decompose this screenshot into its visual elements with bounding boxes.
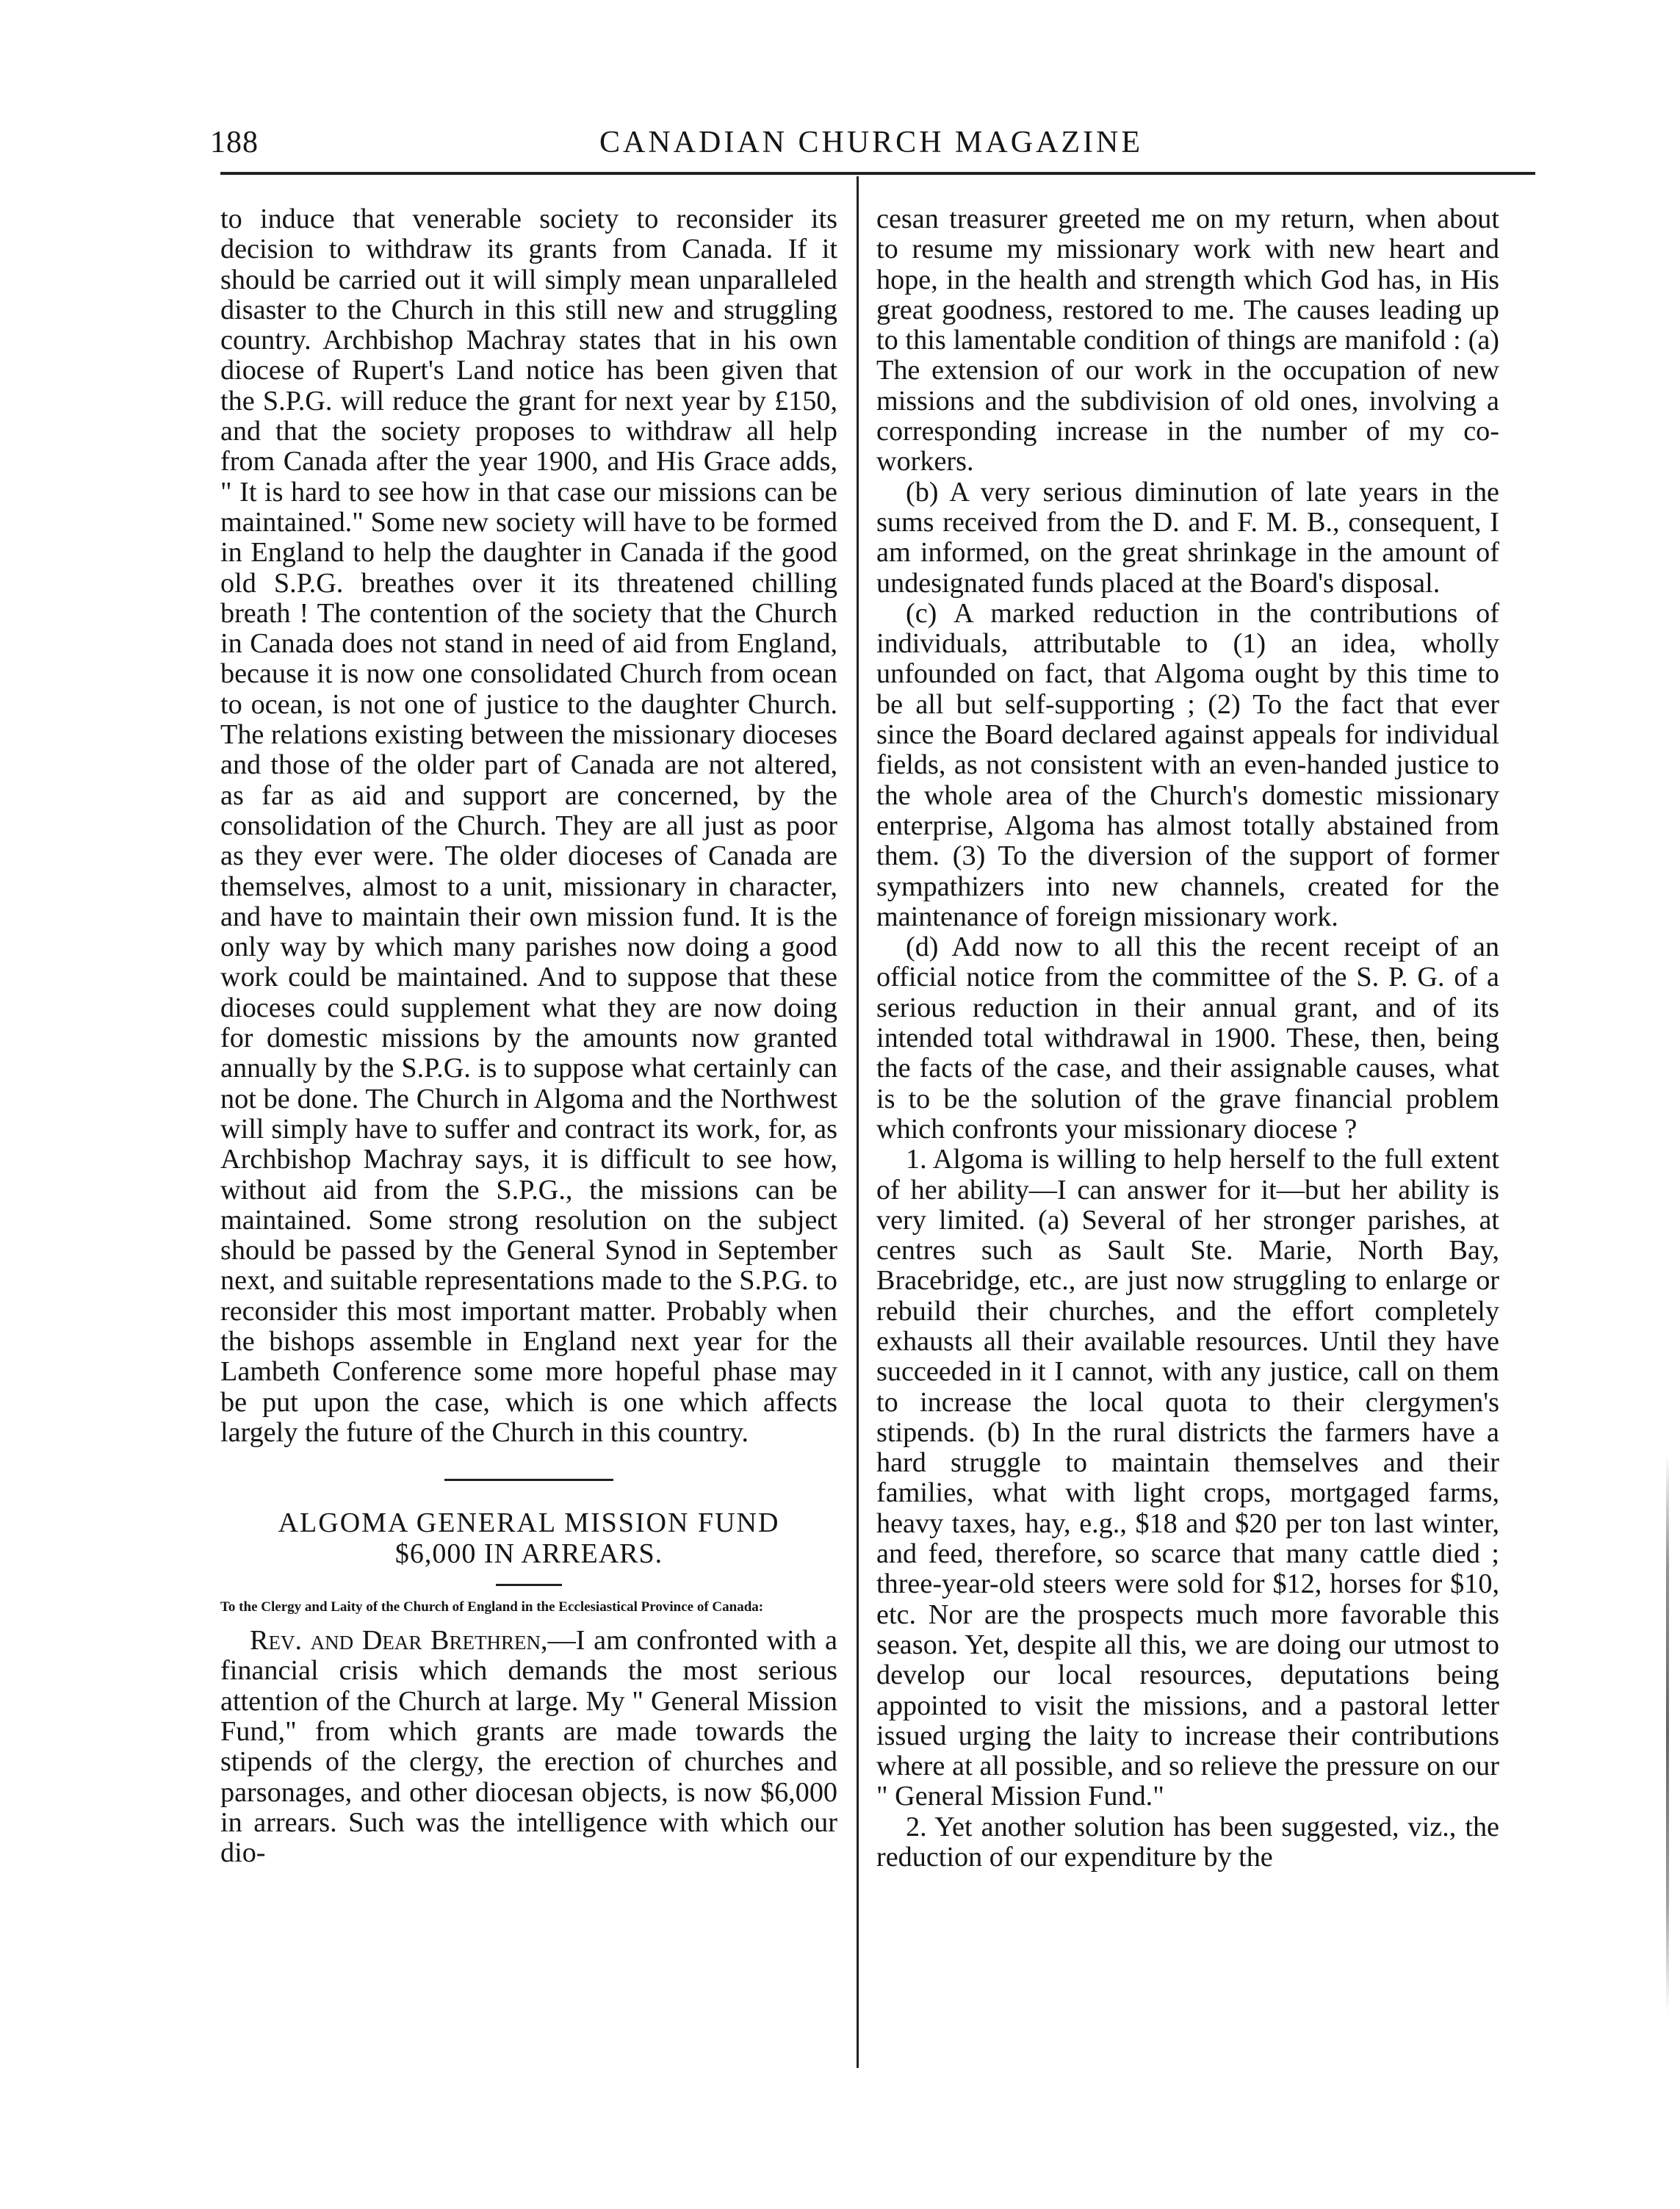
article-paragraph: 1. Algoma is willing to help herself to the full extent of her ability—I can answer for it—but her ability is very limited. (a) Several of her stronger parishes, at centres such as Sault Ste. Marie, North Bay, Bracebridge, etc., are just now struggling to enlarge or rebuild their churches, and the effort completely exhausts all their available resources. Until they have succeeded in it I cannot, with any justice, call on them to increase the local quota to their clergymen's stipends. (b) In the rural districts the farmers have a hard struggle to maintain themselves and their families, what with light crops, mortgaged farms, heavy taxes, hay, e.g., $18 and $20 per ton last winter, and feed, therefore, so scarce that many cattle died ; three-year-old steers were sold for $12, horses for $10, etc. Nor are the prospects much more favorable this season. Yet, despite all this, we are doing our utmost to develop our local resources, deputations being appointed to visit the missions, and a pastoral letter issued urging the laity to increase their contributions where at all possible, and so relieve the pressure on our " General Mission Fund." (876, 1144, 1499, 1812)
article-paragraph: 2. Yet another solution has been suggested, viz., the reduction of our expenditure by the (876, 1811, 1499, 1873)
salutation: Rev. and Dear Brethren, (250, 1625, 548, 1657)
section-heading: ALGOMA GENERAL MISSION FUND (278, 1507, 780, 1539)
article-paragraph: (c) A marked reduction in the contributions of individuals, attributable to (1) an idea, wholly unfounded on fact, that Algoma ought by this time to be all but self-supporting ; (2) To the fact that ever since the Board declared against appeals for individual fields, as not consistent with an even-handed justice to the whole area of the Church's domestic missionary enterprise, Algoma has almost totally abstained from them. (3) To the diversion of the support of former sympathizers into new channels, created for the maintenance of foreign missionary work. (876, 597, 1499, 932)
article-paragraph: cesan treasurer greeted me on my return, when about to resume my missionary work with new heart and hope, in the health and strength which God has, in His great goodness, restored to me. The causes leading up to this lamentable condition of things are manifold : (a) The extension of our work in the occupation of new missions and the subdivision of old ones, involving a corresponding increase in the number of my co-workers. (876, 203, 1499, 478)
letter-address: To the Clergy and Laity of the Church of England in the Ecclesiastical Province of Canada: (220, 1599, 764, 1615)
page-header (210, 125, 1532, 169)
right-column (876, 204, 1499, 1873)
column-divider (857, 176, 859, 2068)
left-column (220, 204, 837, 1869)
section-separator (444, 1479, 613, 1481)
header-rule (220, 172, 1535, 175)
article-paragraph: to induce that venerable society to reconsider its decision to withdraw its grants from Canada. If it should be carried out it will simply mean unparalleled disaster to the Church in this still new and struggling country. Archbishop Machray states that in his own diocese of Rupert's Land notice has been given that the S.P.G. will reduce the grant for next year by £150, and that the society proposes to withdraw all help from Canada after the year 1900, and His Grace adds, " It is hard to see how in that case our missions can be maintained." Some new society will have to be formed in England to help the daughter in Canada if the good old S.P.G. breathes over it its threatened chilling breath ! The contention of the society that the Church in Canada does not stand in need of aid from England, because it is now one consolidated Church from ocean to ocean, is not one of justice to the daughter Church. The relations existing between the missionary dioceses and those of the older part of Canada are not altered, as far as aid and support are concerned, by the consolidation of the Church. They are all just as poor as they ever were. The older dioceses of Canada are themselves, almost to a unit, missionary in character, and have to maintain their own mission fund. It is the only way by which many parishes now doing a good work could be maintained. And to suppose that these dioceses could supplement what they are now doing for domestic missions by the amounts now granted annually by the S.P.G. is to suppose what certainly can not be done. The Church in Algoma and the Northwest will simply have to suffer and contract its work, for, as Archbishop Machray says, it is difficult to see how, without aid from the S.P.G., the missions can be maintained. Some strong resolution on the subject should be passed by the General Synod in September next, and suitable representations made to the S.P.G. to reconsider this most important matter. Probably when the bishops assemble in England next year for the Lambeth Conference some more hopeful phase may be put upon the case, which is one which affects largely the future of the Church in this country. (220, 203, 837, 1448)
letter-text: —I am confronted with a financial crisis which demands the most serious attention of the Church at large. My " General Mission Fund," from which grants are made towards the stipends of the clergy, the erection of churches and parsonages, and other diocesan objects, is now $6,000 in arrears. Such was the intelligence with which our dio- (220, 1625, 837, 1869)
section-subheading: $6,000 IN ARREARS. (394, 1538, 663, 1570)
heading-rule (496, 1584, 562, 1586)
page-edge-mark (1666, 1455, 1669, 2013)
article-paragraph: (b) A very serious diminution of late years in the sums received from the D. and F. M. B., consequent, I am informed, on the great shrinkage in the amount of undesignated funds placed at the Board's disposal. (876, 476, 1499, 599)
magazine-title: CANADIAN CHURCH MAGAZINE (599, 126, 1143, 159)
page-number: 188 (210, 126, 259, 159)
article-paragraph: (d) Add now to all this the recent receipt of an official notice from the committee of the S. P. G. of a serious reduction in their annual grant, and of its intended total withdrawal in 1900. These, then, being the facts of the case, and their assignable causes, what is to be the solution of the grave financial problem which confronts your missionary diocese ? (876, 931, 1499, 1145)
letter-paragraph (220, 1626, 837, 1868)
